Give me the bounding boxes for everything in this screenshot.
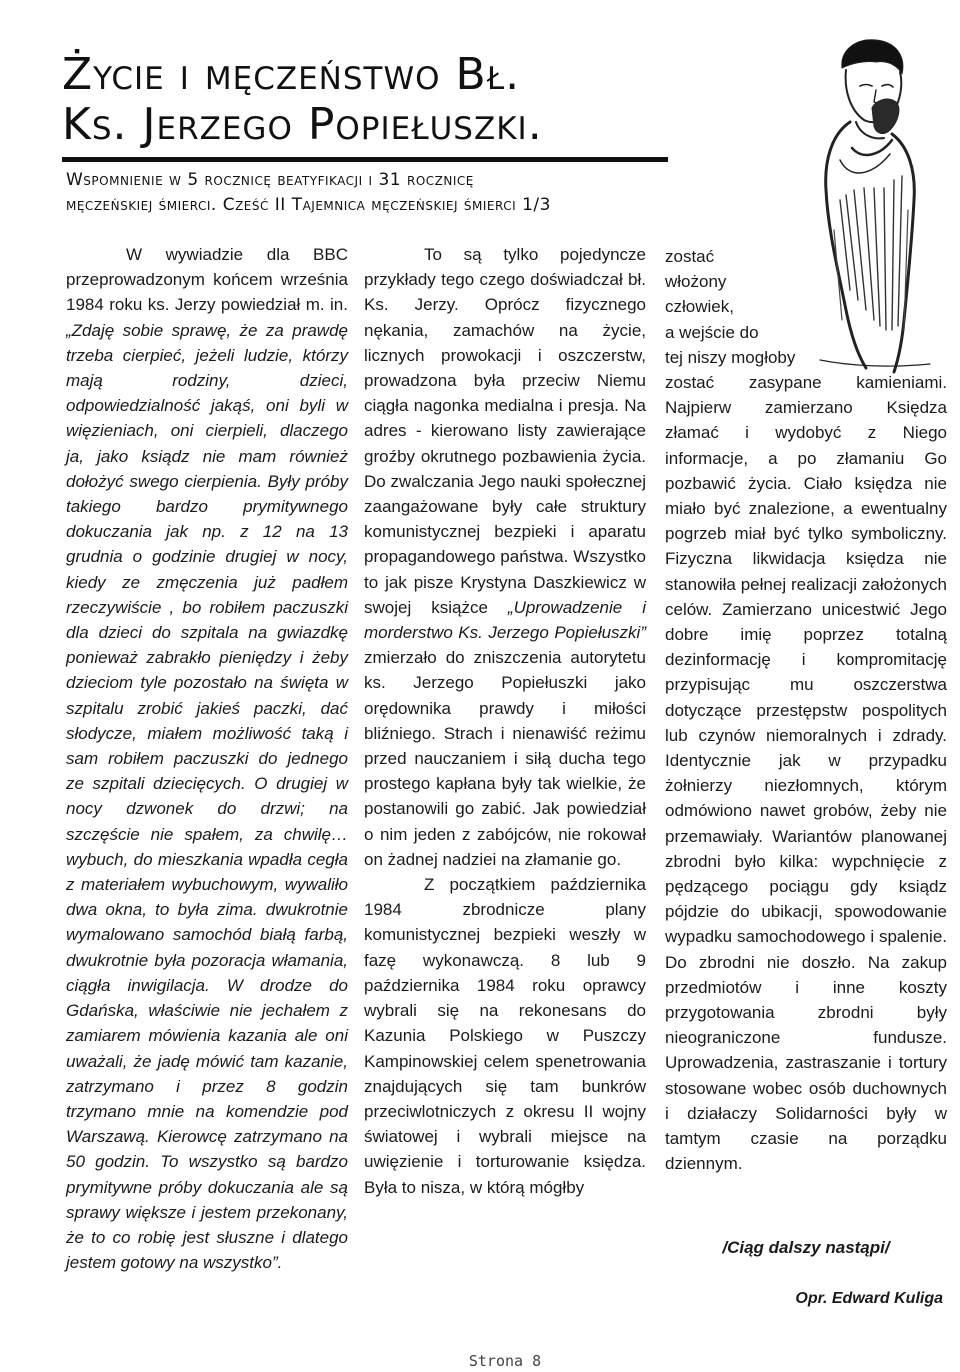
priest-sketch-image bbox=[780, 30, 940, 375]
column-3-wrap-lines bbox=[665, 244, 796, 370]
paragraph: zostać zasypane kamieniami. Najpierw zamierzano Księdza złamać i wydobyć z Niego informacje, a po złamaniu Go pozbawić życia. Ciało księdza nie miało być znalezione, a ewentualny pogrzeb miał być tylko symboliczny. Fizyczna likwidacja księdza nie stanowiła pełnej realizacji założonych celów. Zamierzano unicestwić Jego dobre imię poprzez totalną dezinformację i kompromitację przypisując mu oszczerstwa dotyczące przestępstw pospolitych lub czynów niemoralnych i zdrady. Identycznie jak w przypadku żołnierzy niezłomnych, którym odmówiono nawet grobów, żeby nie przemawiały. Wariantów planowanej zbrodni było kilka: wypchnięcie z pędzącego pociągu gdy ksiądz pójdzie do ubikacji, spowodowanie wypadku samochodowego i spalenie. Do zbrodni nie doszło. Na zakup przedmiotów i inne koszty przygotowania zbrodni były nieograniczone fundusze. Uprowadzenia, zastraszanie i tortury stosowane wobec osób duchownych i działaczy Solidarności były w tamtym czasie na porządku dziennym. bbox=[665, 373, 947, 1174]
author-credit: Opr. Edward Kuliga bbox=[795, 1290, 943, 1307]
paragraph-lead: W wywiadzie dla BBC przeprowadzonym końcem września 1984 roku ks. Jerzy powiedział m. in. bbox=[66, 245, 348, 315]
bbc-interview-quote: „Zdaję sobie sprawę, że za prawdę trzeba cierpieć, jeżeli ludzie, którzy mają rodziny, dzieci, odpowiedzialność jakąś, oni byli w więzieniach, oni cierpieli, dlaczego ja, jako ksiądz nie mam również dołożyć swego cierpienia. Były próby takiego bardzo prymitywnego dokuczania jak np. z 12 na 13 grudnia o godzinie drugiej w nocy, kiedy ze zmęczenia już padłem rzeczywiście , bo robiłem paczuszki dla dzieci do szpitala na gwiazdkę ponieważ zabrakło pieniędzy i żeby dzieciom tyle pozostało na święta w szpitalu zrobić jakieś paczki, dać słodycze, miałem możliwość taką i sam robiłem paczuszki do jednego ze szpitali dziecięcych. O drugiej w nocy dzwonek do drzwi; na szczęście nie spałem, za chwilę… wybuch, do mieszkania wpadła cegła z materiałem wybuchowym, wywaliło dwa okna, to była zima. dwukrotnie wymalowano samochód białą farbą, dwukrotnie była pozoracja włamania, ciągła inwigilacja. W drodze do Gdańska, właściwie nie jechałem z zamiarem mówienia kazania ale oni uważali, że jadę mówić tam kazanie, zatrzymano i przez 8 godzin trzymano mnie na komendzie pod Warszawą. Kierowcę zatrzymano na 50 godzin. To wszystko są bardzo prymitywne próby dokuczania ale są sprawy większe i jestem przekonany, że to co robię jest słuszne i dlatego jestem gotowy na wszystko”. bbox=[66, 320, 348, 1273]
subtitle-line-1: Wspomnienie w 5 rocznicę beatyfikacji i 31 rocznicę bbox=[66, 170, 474, 190]
book-title: „Uprowadzenie i morderstwo Ks. Jerzego Popiełuszki” bbox=[364, 597, 647, 643]
column-2 bbox=[364, 242, 646, 1200]
text-line: zostać bbox=[665, 247, 715, 266]
title-line-1: Życie i męczeństwo Bł. bbox=[62, 49, 521, 100]
title-underline bbox=[62, 157, 668, 162]
article-title bbox=[62, 50, 702, 150]
subtitle-line-2: męczeńskiej śmierci. Cześć II Tajemnica męczeńskiej śmierci 1/3 bbox=[66, 195, 551, 215]
column-1 bbox=[66, 242, 348, 1275]
to-be-continued: /Ciąg dalszy nastąpi/ bbox=[722, 1238, 890, 1257]
page-number: Strona 8 bbox=[468, 1352, 542, 1370]
paragraph-text: To są tylko pojedyncze przykłady tego czego doświadczał bł. Ks. Jerzy. Oprócz fizycznego nękania, zamachów na życie, licznych prowokacji i oszczerstw, prowadzona była przeciw Niemu ciągła nagonka medialna i presja. Na adres - kierowano listy zawierające groźby okrutnego pozbawienia życia. Do zwalczania Jego nauki społecznej zaangażowane były całe struktury komunistycznej bezpieki i aparatu propagandowego państwa. Wszystko to jak pisze Krystyna Daszkiewicz w swojej książce bbox=[364, 245, 646, 617]
column-3 bbox=[665, 370, 947, 1177]
text-line: tej niszy mogłoby bbox=[665, 347, 796, 367]
article-subtitle bbox=[66, 168, 726, 218]
text-line: włożony bbox=[665, 272, 727, 292]
paragraph-text: zmierzało do zniszczenia autorytetu ks. Jerzego Popiełuszki jako orędownika prawdy i miłości bliźniego. Strach i nienawiść reżimu przed nauczaniem i siłą ducha tego prostego kapłana były tak wielkie, że postanowili go zabić. Jak powiedział o nim jeden z zabójców, nie rokował on żadnej nadziei na złamanie go. bbox=[364, 648, 646, 869]
paragraph bbox=[66, 242, 348, 1275]
paragraph: Z początkiem października 1984 zbrodnicze plany komunistycznej bezpieki weszły w fazę wykonawczą. 8 lub 9 października 1984 roku oprawcy wybrali się na rekonesans do Kazunia Polskiego w Puszczy Kampinowskiej celem spenetrowania znajdujących się tam bunkrów przeciwlotniczych z okresu II wojny światowej i wybrali miejsce na uwięzienie i torturowanie księdza. Była to nisza, w którą mógłby bbox=[364, 875, 646, 1197]
text-line: a wejście do bbox=[665, 322, 759, 342]
paragraph bbox=[364, 242, 646, 872]
title-line-2: Ks. Jerzego Popiełuszki. bbox=[62, 99, 543, 150]
text-line: człowiek, bbox=[665, 297, 734, 317]
